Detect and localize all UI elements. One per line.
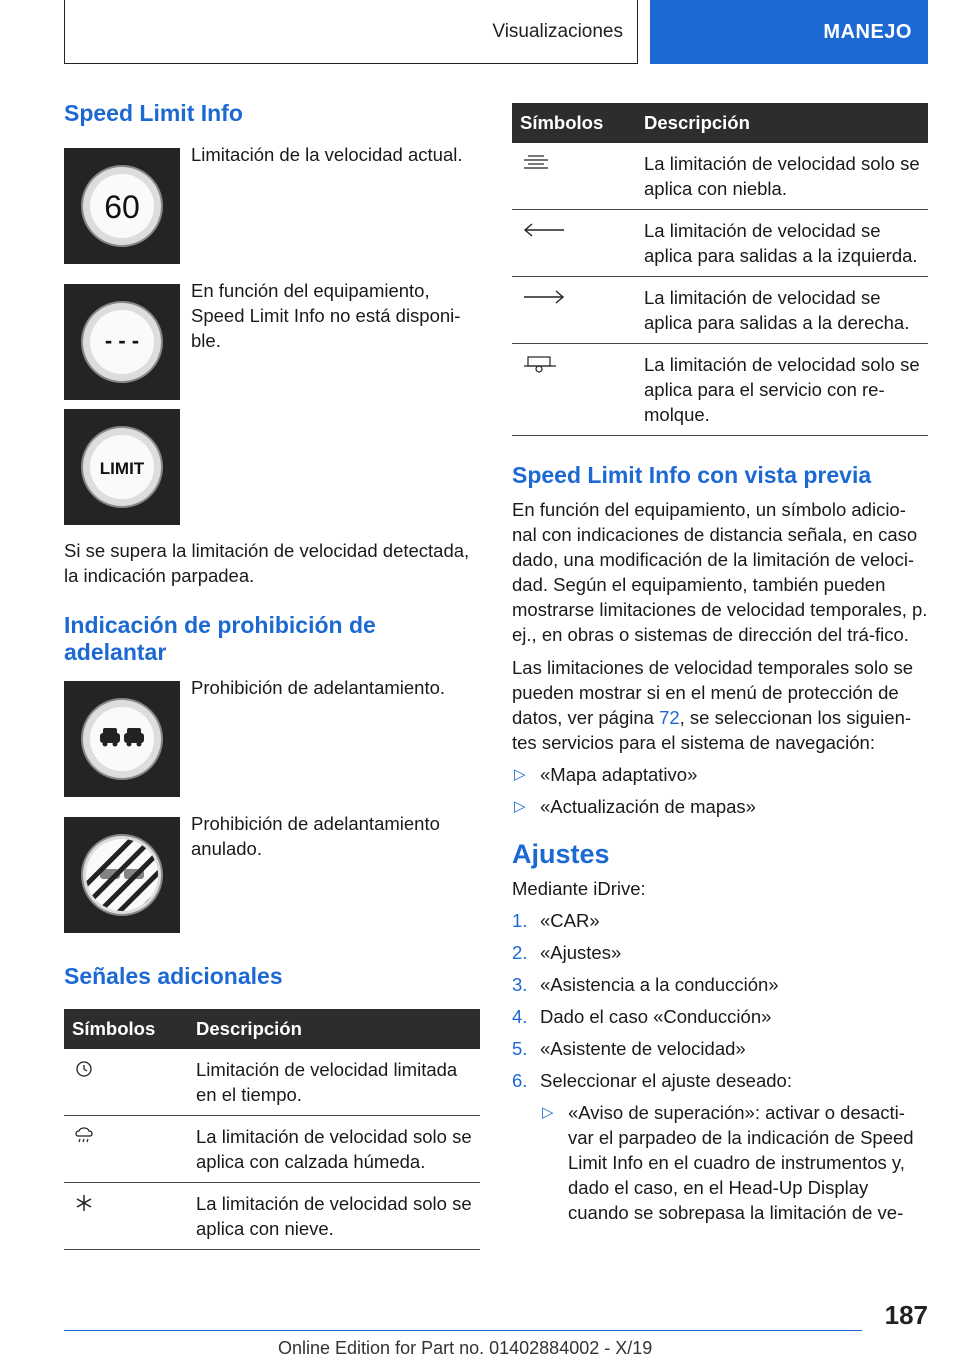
heading-preview: Speed Limit Info con vista previa — [512, 462, 872, 488]
preview-paragraph-1: En función del equipamiento, un símbolo adicio-nal con indicaciones de distancia señala, en caso dado, una modificación de la limitación de veloci-dad. Según el equipamiento, también pueden mostrarse limitaciones de velocidad temporales, p. ej., en obras o sistemas de dirección del trá-fico. — [512, 499, 928, 645]
table-row — [64, 1049, 480, 1116]
speed-60-sign-image — [64, 148, 180, 264]
no-overtaking-end-description: Prohibición de adelantamiento anulado. — [191, 813, 440, 859]
table-row — [64, 1183, 480, 1250]
col-symbols: Símbolos — [64, 1009, 188, 1049]
sign-unavailable-description: En función del equipamiento, Speed Limit Info no está disponi-ble. — [191, 280, 461, 351]
list-item: ▷ «Actualización de mapas» — [514, 796, 756, 817]
left-column — [64, 100, 480, 1250]
trailer-icon — [520, 354, 560, 374]
table-cell-desc: La limitación de velocidad se aplica para salidas a la derecha. — [636, 277, 928, 344]
services-list — [512, 762, 928, 819]
right-column — [512, 103, 928, 1225]
table-row — [512, 210, 928, 277]
table-row — [512, 344, 928, 436]
page-72-link[interactable]: 72 — [659, 707, 680, 728]
exceed-paragraph: Si se supera la limitación de velocidad detectada, la indicación parpadea. — [64, 540, 470, 586]
section-title: Visualizaciones — [64, 0, 638, 64]
arrow-right-icon — [520, 287, 568, 307]
list-item: 6. Seleccionar el ajuste deseado: — [512, 1070, 792, 1091]
limit-sign-label: LIMIT — [99, 459, 145, 478]
settings-intro: Mediante iDrive: — [512, 878, 646, 899]
table-row — [512, 143, 928, 210]
settings-sub-list — [540, 1100, 928, 1225]
sign-row-limit — [64, 409, 480, 525]
list-item: ▷ «Mapa adaptativo» — [514, 764, 698, 785]
sign-row-unavailable — [64, 280, 480, 400]
table-row — [512, 277, 928, 344]
sign-row-60 — [64, 144, 480, 264]
col-description: Descripción — [188, 1009, 480, 1049]
list-item: 5. «Asistente de velocidad» — [512, 1038, 746, 1059]
bullet-icon: ▷ — [514, 798, 526, 815]
list-item: 1. «CAR» — [512, 910, 600, 931]
no-overtaking-description: Prohibición de adelantamiento. — [191, 677, 446, 698]
table-header-row — [64, 1009, 480, 1049]
sign-60-description: Limitación de la velocidad actual. — [191, 144, 463, 165]
speed-unavailable-sign-label: - - - — [104, 328, 140, 353]
speed-unavailable-sign-image — [64, 284, 180, 400]
table-cell-desc: La limitación de velocidad solo se aplica para el servicio con re-molque. — [636, 344, 928, 436]
page-number: 187 — [884, 1300, 928, 1330]
footer-divider — [64, 1330, 862, 1331]
page-header — [64, 0, 928, 64]
col-symbols: Símbolos — [512, 103, 636, 143]
table-cell-desc: La limitación de velocidad solo se aplica con nieve. — [188, 1183, 480, 1250]
table-cell-desc: La limitación de velocidad se aplica para salidas a la izquierda. — [636, 210, 928, 277]
sign-row-no-overtake — [64, 677, 480, 797]
list-item: ▷ «Aviso de superación»: activar o desacti-var el parpadeo de la indicación de Speed Limit Info en el cuadro de instrumentos y, dado el caso, en el Head-Up Display cuando se sobrepasa la limitación de ve- — [542, 1102, 914, 1223]
chapter-tab[interactable]: MANEJO — [650, 0, 928, 64]
rain-cloud-icon — [72, 1126, 96, 1146]
bullet-icon: ▷ — [514, 766, 526, 783]
heading-settings: Ajustes — [512, 839, 610, 869]
heading-no-overtaking: Indicación de prohibición de adelantar — [64, 612, 376, 665]
list-item: 4. Dado el caso «Conducción» — [512, 1006, 772, 1027]
table-cell-desc: La limitación de velocidad solo se aplica con calzada húmeda. — [188, 1116, 480, 1183]
bullet-icon: ▷ — [542, 1104, 554, 1121]
additional-signs-table-right — [512, 103, 928, 436]
settings-steps — [512, 908, 928, 1093]
speed-60-sign-label: 60 — [104, 189, 140, 225]
table-cell-desc: La limitación de velocidad solo se aplica con niebla. — [636, 143, 928, 210]
heading-additional-signs: Señales adicionales — [64, 963, 283, 989]
snowflake-icon — [72, 1193, 96, 1213]
limit-sign-image — [64, 409, 180, 525]
list-item: 3. «Asistencia a la conducción» — [512, 974, 779, 995]
no-overtaking-sign-image — [64, 681, 180, 797]
arrow-left-icon — [520, 220, 568, 240]
clock-icon — [72, 1060, 96, 1078]
col-description: Descripción — [636, 103, 928, 143]
heading-speed-limit-info: Speed Limit Info — [64, 100, 243, 126]
sign-row-no-overtake-end — [64, 813, 480, 933]
edition-footer: Online Edition for Part no. 01402884002 - X/19 — [278, 1338, 653, 1358]
no-overtaking-end-sign-image — [64, 817, 180, 933]
table-row — [64, 1116, 480, 1183]
table-header-row — [512, 103, 928, 143]
table-cell-desc: Limitación de velocidad limitada en el tiempo. — [188, 1049, 480, 1116]
additional-signs-table-left — [64, 1009, 480, 1250]
preview-paragraph-2: Las limitaciones de velocidad temporales solo se pueden mostrar si en el menú de protección de datos, ver página 72, se seleccionan los siguien-tes servicios para el sistema de navegación: — [512, 657, 914, 753]
list-item: 2. «Ajustes» — [512, 942, 622, 963]
fog-icon — [520, 153, 552, 173]
